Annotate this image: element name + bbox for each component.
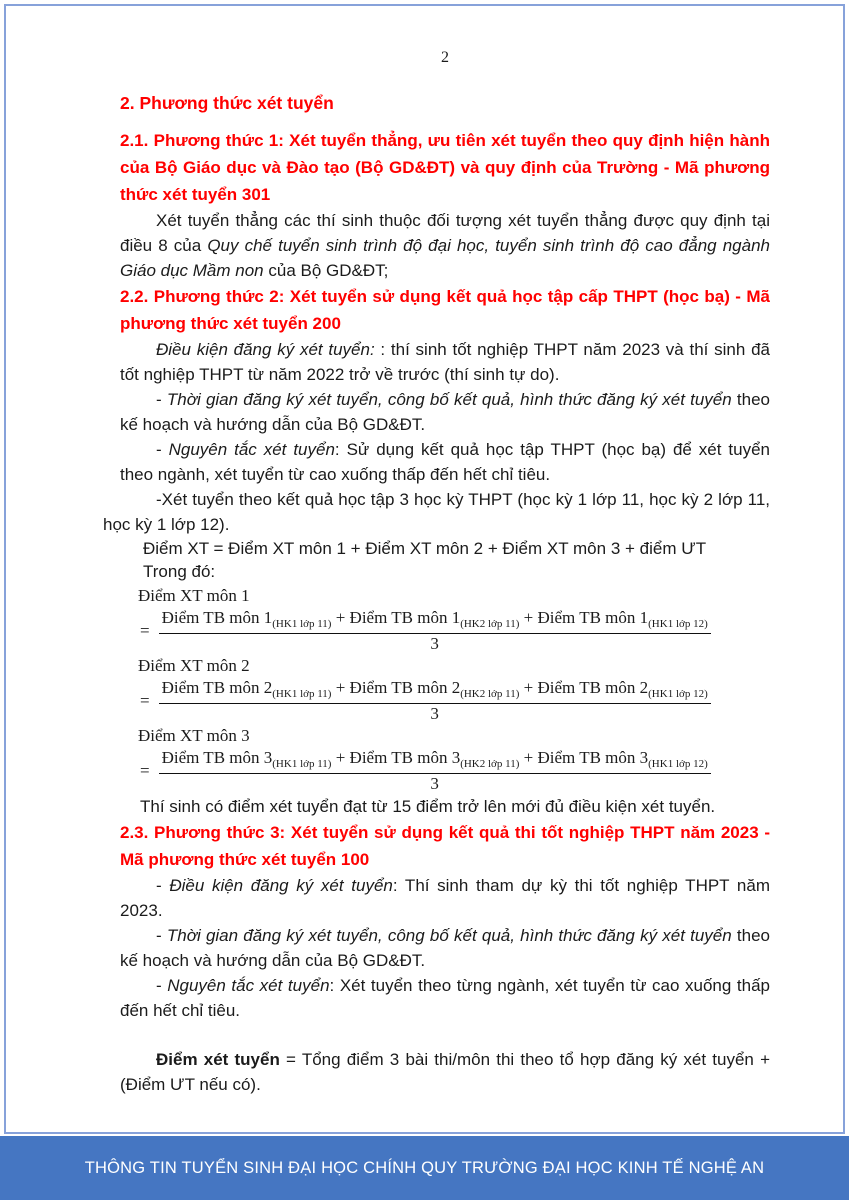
formula-label: [120, 655, 770, 676]
subscript: (HK2 lớp 11): [460, 688, 520, 700]
text-run: 2.3. Phương thức 3: Xét tuyển sử dụng kết quả thi tốt nghiệp THPT năm 2023 - Mã phương thức xét tuyển 100: [120, 823, 770, 869]
text-run: Điểm XT = Điểm XT môn 1 + Điểm XT môn 2 + Điểm XT môn 3 + điểm ƯT: [143, 539, 707, 558]
text-run: theo kế hoạch và hướng dẫn của Bộ GD&ĐT.: [120, 390, 770, 434]
subscript: (HK2 lớp 11): [460, 758, 520, 770]
text-run: -: [156, 440, 169, 459]
subscript: (HK1 lớp 12): [648, 758, 708, 770]
fraction: [159, 607, 711, 653]
text-run: : Thí sinh tham dự kỳ thi tốt nghiệp THPT năm 2023.: [120, 876, 770, 920]
paragraph: [120, 923, 770, 973]
text-run: Xét tuyển thẳng các thí sinh thuộc đối tượng xét tuyển thẳng được quy định tại điều 8 của: [120, 211, 770, 255]
text-run: : Sử dụng kết quả học tập THPT (học bạ) để xét tuyển theo ngành, xét tuyển từ cao xuống thấp đến hết chỉ tiêu.: [120, 440, 770, 484]
paragraph: [120, 794, 770, 819]
heading-section-2-2: [120, 283, 770, 337]
text-run: -: [156, 926, 167, 945]
footer-text: THÔNG TIN TUYỂN SINH ĐẠI HỌC CHÍNH QUY TRƯỜNG ĐẠI HỌC KINH TẾ NGHỆ AN: [84, 1158, 765, 1177]
equals-sign: =: [140, 620, 150, 640]
text-run: của Bộ GD&ĐT;: [263, 261, 389, 280]
text-run: Nguyên tắc xét tuyển: [168, 440, 335, 459]
text-run: Thời gian đăng ký xét tuyển, công bố kết quả, hình thức đăng ký xét tuyển: [166, 926, 732, 945]
score-formula: [120, 677, 770, 723]
text-run: -Xét tuyển theo kết quả học tập 3 học kỳ THPT (học kỳ 1 lớp 11, học kỳ 2 lớp 11, học kỳ 1 lớp 12).: [103, 490, 770, 534]
formula-text-line: [120, 537, 770, 560]
document-content: [103, 46, 770, 1097]
paragraph: [103, 487, 770, 537]
paragraph: [120, 337, 770, 387]
text-run: + Điểm TB môn 3: [331, 748, 461, 767]
formula-label: [120, 585, 770, 606]
text-run: : Xét tuyển theo từng ngành, xét tuyển từ cao xuống thấp đến hết chỉ tiêu.: [120, 976, 770, 1020]
equals-sign: =: [140, 690, 150, 710]
paragraph: [120, 437, 770, 487]
text-run: Điểm xét tuyển: [156, 1050, 280, 1069]
text-run: -: [156, 976, 168, 995]
fraction: [159, 677, 711, 723]
text-run: + Điểm TB môn 2: [331, 678, 461, 697]
subscript: (HK1 lớp 12): [648, 688, 708, 700]
text-run: -: [156, 876, 170, 895]
score-formula: [120, 747, 770, 793]
text-run: Điểm TB môn 2: [161, 678, 273, 697]
text-run: + Điểm TB môn 1: [331, 608, 461, 627]
text-run: 2.2. Phương thức 2: Xét tuyển sử dụng kết quả học tập cấp THPT (học bạ) - Mã phương thức xét tuyển 200: [120, 287, 770, 333]
text-run: Điểm XT môn 2: [138, 656, 250, 675]
text-run: Nguyên tắc xét tuyển: [167, 976, 330, 995]
heading-section-2-1: [120, 127, 770, 208]
text-run: Quy chế tuyển sinh trình độ đại học, tuyển sinh trình độ cao đẳng ngành Giáo dục Mầm non: [120, 236, 770, 280]
fraction-denominator: 3: [430, 704, 439, 723]
text-run: Điểm XT môn 3: [138, 726, 250, 745]
text-run: 2.1. Phương thức 1: Xét tuyển thẳng, ưu tiên xét tuyển theo quy định hiện hành của Bộ Giáo dục và Đào tạo (Bộ GD&ĐT) và quy định của Trường - Mã phương thức xét tuyển 301: [120, 131, 770, 204]
text-run: Trong đó:: [143, 562, 216, 581]
text-run: Điểm TB môn 1: [161, 608, 273, 627]
fraction-denominator: 3: [430, 774, 439, 793]
text-run: + Điểm TB môn 3: [519, 748, 649, 767]
heading-section-2-3: [120, 819, 770, 873]
text-run: 2. Phương thức xét tuyển: [120, 93, 334, 113]
formula-label: [120, 725, 770, 746]
fraction-numerator: [159, 677, 711, 704]
text-run: Thí sinh có điểm xét tuyển đạt từ 15 điểm trở lên mới đủ điều kiện xét tuyển.: [140, 797, 716, 816]
subscript: (HK1 lớp 11): [272, 688, 332, 700]
formula-text-line: [120, 560, 770, 583]
text-run: = Tổng điểm 3 bài thi/môn thi theo tổ hợp đăng ký xét tuyển + (Điểm ƯT nếu có).: [120, 1050, 770, 1094]
subscript: (HK1 lớp 11): [272, 758, 332, 770]
text-run: : thí sinh tốt nghiệp THPT năm 2023 và thí sinh đã tốt nghiệp THPT từ năm 2022 trở về trước (thí sinh tự do).: [120, 340, 770, 384]
paragraph: [120, 1047, 770, 1097]
fraction-numerator: [159, 607, 711, 634]
heading-section-2: [120, 90, 770, 117]
fraction: [159, 747, 711, 793]
paragraph: [120, 387, 770, 437]
text-run: Điểm XT môn 1: [138, 586, 250, 605]
paragraph: [120, 973, 770, 1023]
paragraph: [120, 208, 770, 283]
text-run: theo kế hoạch và hướng dẫn của Bộ GD&ĐT.: [120, 926, 770, 970]
page-number: 2: [441, 49, 449, 66]
footer-bar: [0, 1136, 849, 1200]
text-run: Điều kiện đăng ký xét tuyển:: [156, 340, 375, 359]
text-run: -: [156, 390, 167, 409]
equals-sign: =: [140, 760, 150, 780]
subscript: (HK1 lớp 12): [648, 618, 708, 630]
text-run: Thời gian đăng ký xét tuyển, công bố kết quả, hình thức đăng ký xét tuyển: [166, 390, 732, 409]
text-run: Điều kiện đăng ký xét tuyển: [169, 876, 393, 895]
subscript: (HK2 lớp 11): [460, 618, 520, 630]
paragraph: [120, 873, 770, 923]
text-run: + Điểm TB môn 1: [519, 608, 649, 627]
text-run: Điểm TB môn 3: [161, 748, 273, 767]
score-formula: [120, 607, 770, 653]
fraction-denominator: 3: [430, 634, 439, 653]
text-run: + Điểm TB môn 2: [519, 678, 649, 697]
subscript: (HK1 lớp 11): [272, 618, 332, 630]
fraction-numerator: [159, 747, 711, 774]
